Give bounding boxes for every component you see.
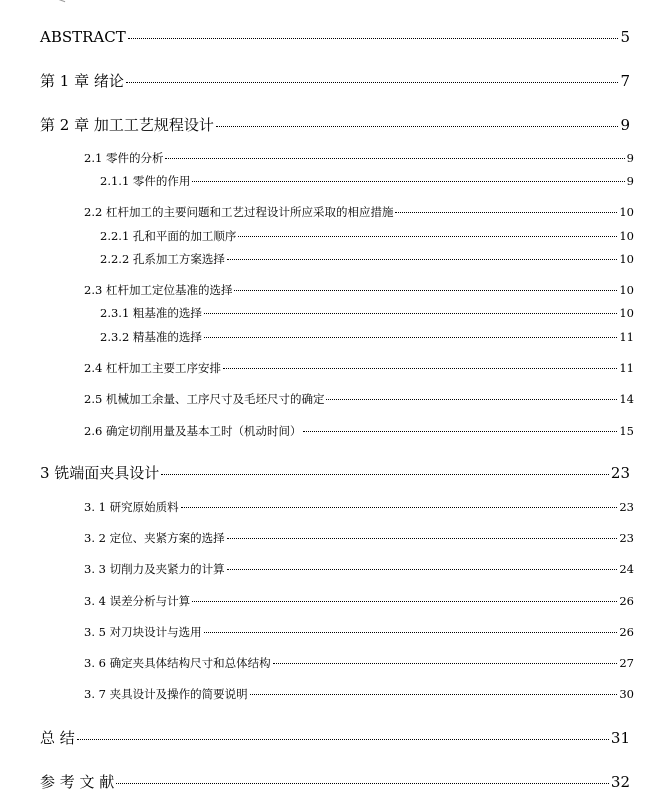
toc-entry-title: 参 考 文 献 [40,773,115,791]
toc-2-2-2[interactable] [100,251,634,267]
toc-entry-title: 2.1 零件的分析 [84,151,164,165]
toc-entry-page: 10 [619,229,634,243]
toc-entry-title: 2.3.2 精基准的选择 [100,330,202,344]
toc-2-6[interactable] [84,423,634,439]
toc-2-3-2[interactable] [100,329,634,345]
dot-leader [116,783,609,784]
toc-2-2-1[interactable] [100,228,634,244]
toc-2-3-1[interactable] [100,305,634,321]
toc-entry-page: 30 [619,687,634,701]
toc-entry-page: 27 [619,656,634,670]
toc-entry-title: 2.2.2 孔系加工方案选择 [100,252,225,266]
dot-leader [223,368,617,369]
toc-entry-title: 2.3.1 粗基准的选择 [100,306,202,320]
toc-entry-page: 7 [620,72,630,90]
toc-entry-title: 3. 4 误差分析与计算 [84,594,191,608]
dot-leader [273,663,618,664]
toc-entry-title: 3. 2 定位、夹紧方案的选择 [84,531,225,545]
toc-chapter-1[interactable] [40,70,630,91]
toc-entry-page: 5 [620,28,630,46]
dot-leader [192,601,617,602]
dot-leader [216,126,619,127]
toc-entry-page: 26 [619,594,634,608]
toc-entry-page: 10 [619,205,634,219]
toc-entry-page: 32 [610,773,630,791]
toc-entry-title: 第 2 章 加工工艺规程设计 [40,116,214,134]
toc-entry-page: 10 [619,252,634,266]
toc-2-5[interactable] [84,391,634,407]
toc-3-3[interactable] [84,561,634,577]
dot-leader [234,290,617,291]
toc-summary[interactable] [40,727,630,748]
dot-leader [126,82,619,83]
dot-leader [395,212,617,213]
dot-leader [204,313,617,314]
toc-entry-page: 9 [626,151,634,165]
toc-entry-page: 23 [619,531,634,545]
dot-leader [204,632,618,633]
dot-leader [192,181,624,182]
toc-entry-page: 23 [619,500,634,514]
toc-entry-title: 2.3 杠杆加工定位基准的选择 [84,283,233,297]
dot-leader [128,38,619,39]
toc-entry-title: 2.6 确定切削用量及基本工时（机动时间） [84,424,302,438]
dot-leader [227,259,617,260]
toc-entry-page: 11 [619,330,634,344]
toc-3-6[interactable] [84,655,634,671]
toc-3-5[interactable] [84,624,634,640]
toc-chapter-3[interactable] [40,462,630,483]
toc-abstract[interactable] [40,28,630,46]
toc-entry-page: 31 [610,729,630,747]
dot-leader [165,158,624,159]
toc-2-3[interactable] [84,282,634,298]
dot-leader [77,739,609,740]
toc-3-1[interactable] [84,499,634,515]
toc-entry-page: 9 [626,174,634,188]
toc-entry-page: 14 [619,392,634,406]
toc-entry-page: 10 [619,306,634,320]
toc-3-4[interactable] [84,593,634,609]
dot-leader [238,236,617,237]
toc-entry-title: 2.5 机械加工余量、工序尺寸及毛坯尺寸的确定 [84,392,325,406]
dot-leader [227,569,618,570]
toc-entry-title: 3. 7 夹具设计及操作的简要说明 [84,687,248,701]
toc-entry-page: 15 [619,424,634,438]
dot-leader [326,399,617,400]
dot-leader [161,474,609,475]
toc-2-1[interactable] [84,150,634,166]
toc-references[interactable] [40,771,630,792]
scan-mark [57,0,66,2]
toc-entry-title: 第 1 章 绪论 [40,72,124,90]
toc-entry-title: 3. 1 研究原始质料 [84,500,179,514]
toc-entry-title: 2.2.1 孔和平面的加工顺序 [100,229,237,243]
dot-leader [303,431,617,432]
toc-entry-page: 23 [610,464,630,482]
toc-entry-page: 11 [619,361,634,375]
toc-entry-title: 3 铣端面夹具设计 [40,464,160,482]
toc-2-1-1[interactable] [100,173,634,189]
toc-2-2[interactable] [84,204,634,220]
toc-2-4[interactable] [84,360,634,376]
toc-entry-title: 3. 3 切削力及夹紧力的计算 [84,562,225,576]
toc-entry-page: 24 [619,562,634,576]
toc-entry-title: 总 结 [40,729,75,747]
toc-entry-title: 3. 5 对刀块设计与选用 [84,625,202,639]
toc-entry-page: 26 [619,625,634,639]
dot-leader [227,538,618,539]
toc-entry-page: 9 [620,116,630,134]
dot-leader [250,694,618,695]
toc-chapter-2[interactable] [40,114,630,135]
toc-entry-title: 2.2 杠杆加工的主要问题和工艺过程设计所应采取的相应措施 [84,205,394,219]
toc-entry-title: ABSTRACT [40,28,126,46]
toc-3-2[interactable] [84,530,634,546]
toc-entry-title: 2.4 杠杆加工主要工序安排 [84,361,221,375]
toc-3-7[interactable] [84,686,634,702]
toc-entry-title: 2.1.1 零件的作用 [100,174,191,188]
toc-entry-page: 10 [619,283,634,297]
dot-leader [181,507,618,508]
dot-leader [204,337,617,338]
toc-entry-title: 3. 6 确定夹具体结构尺寸和总体结构 [84,656,271,670]
